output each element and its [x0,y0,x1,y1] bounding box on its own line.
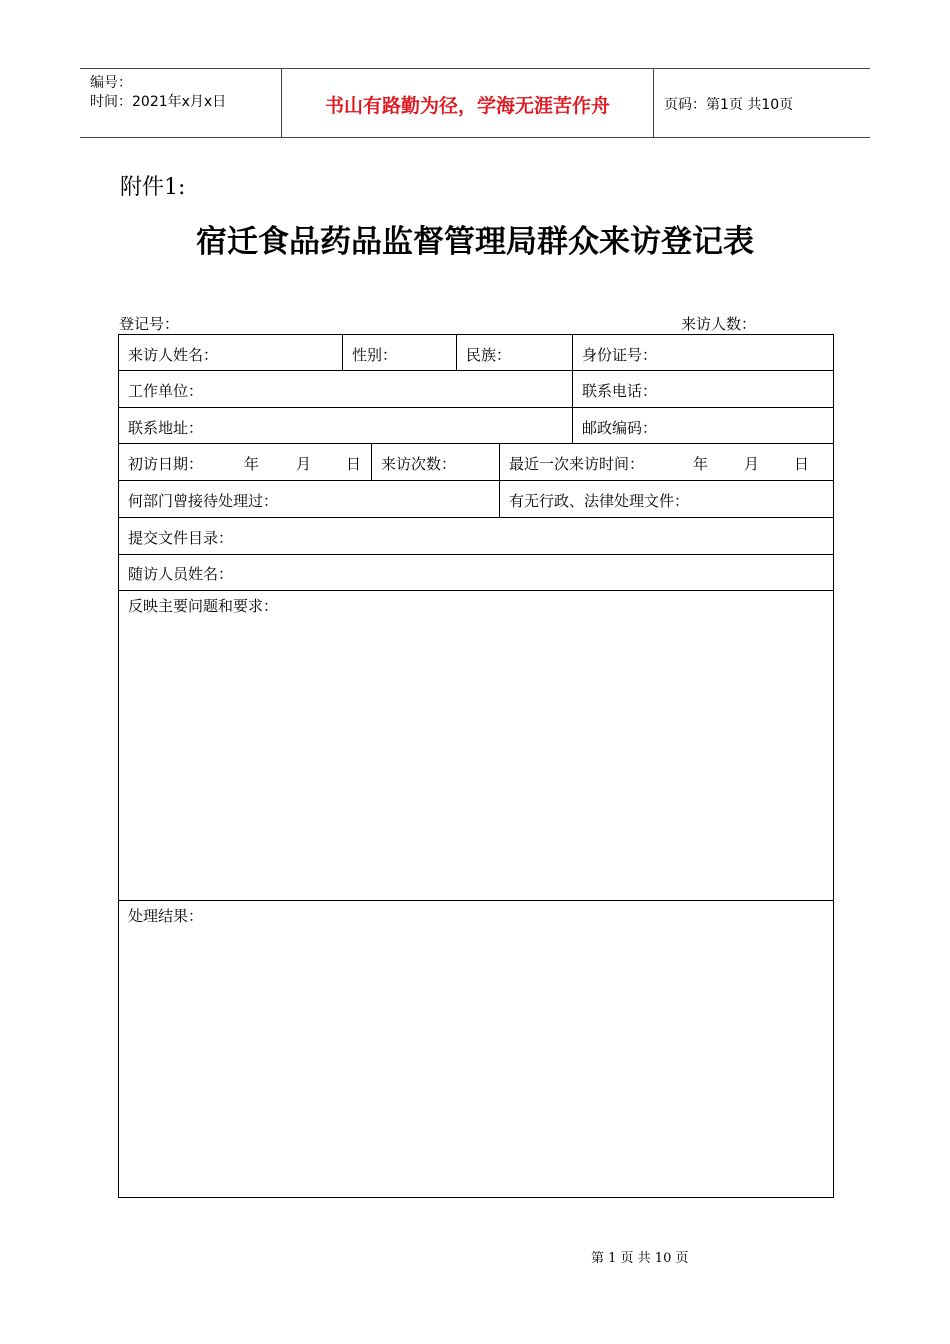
registration-form-table [118,334,834,1198]
id-number-label: 身份证号： [582,346,658,364]
serial-label: 编号： [90,75,132,91]
month-label: 月 [296,455,312,473]
day-label: 日 [346,455,362,473]
row-divider [119,590,833,591]
month-label: 月 [744,455,760,473]
registration-no-label: 登记号： [119,315,180,333]
row-divider [119,517,833,518]
column-divider [342,335,343,370]
header-page-cell [654,69,870,137]
first-visit-date-label: 初访日期： [128,455,204,473]
row-divider [119,480,833,481]
work-unit-label: 工作单位： [128,382,204,400]
postcode-label: 邮政编码： [582,419,658,437]
page-footer: 第 1 页 共 10 页 [591,1251,689,1266]
header-motto-cell [282,69,654,137]
visitor-name-label: 来访人姓名： [128,346,219,364]
page-label: 页码：第1页 共10页 [664,97,794,113]
column-divider [456,335,457,370]
page-title: 宿迁食品药品监督管理局群众来访登记表 [196,224,754,260]
last-visit-time-label: 最近一次来访时间： [509,455,645,473]
time-label: 时间：2021年x月x日 [90,94,227,110]
column-divider [499,443,500,517]
column-divider [371,443,372,480]
companions-label: 随访人员姓名： [128,565,234,583]
handled-by-label: 何部门曾接待处理过： [128,492,279,510]
year-label: 年 [244,455,260,473]
phone-label: 联系电话： [582,382,658,400]
legal-docs-label: 有无行政、法律处理文件： [509,492,690,510]
submitted-docs-label: 提交文件目录： [128,529,234,547]
attachment-label: 附件1: [120,175,186,200]
column-divider [572,335,573,443]
main-issues-label: 反映主要问题和要求： [128,597,279,615]
year-label: 年 [693,455,709,473]
header-meta-cell [80,69,282,137]
result-label: 处理结果： [128,907,204,925]
visitor-count-label: 来访人数： [681,315,757,333]
document-header [80,68,870,138]
ethnicity-label: 民族： [466,346,512,364]
row-divider [119,407,833,408]
visit-count-label: 来访次数： [381,455,457,473]
motto-text: 书山有路勤为径，学海无涯苦作舟 [324,95,610,117]
address-label: 联系地址： [128,419,204,437]
row-divider [119,900,833,901]
row-divider [119,443,833,444]
row-divider [119,554,833,555]
day-label: 日 [794,455,810,473]
gender-label: 性别： [352,346,398,364]
row-divider [119,370,833,371]
